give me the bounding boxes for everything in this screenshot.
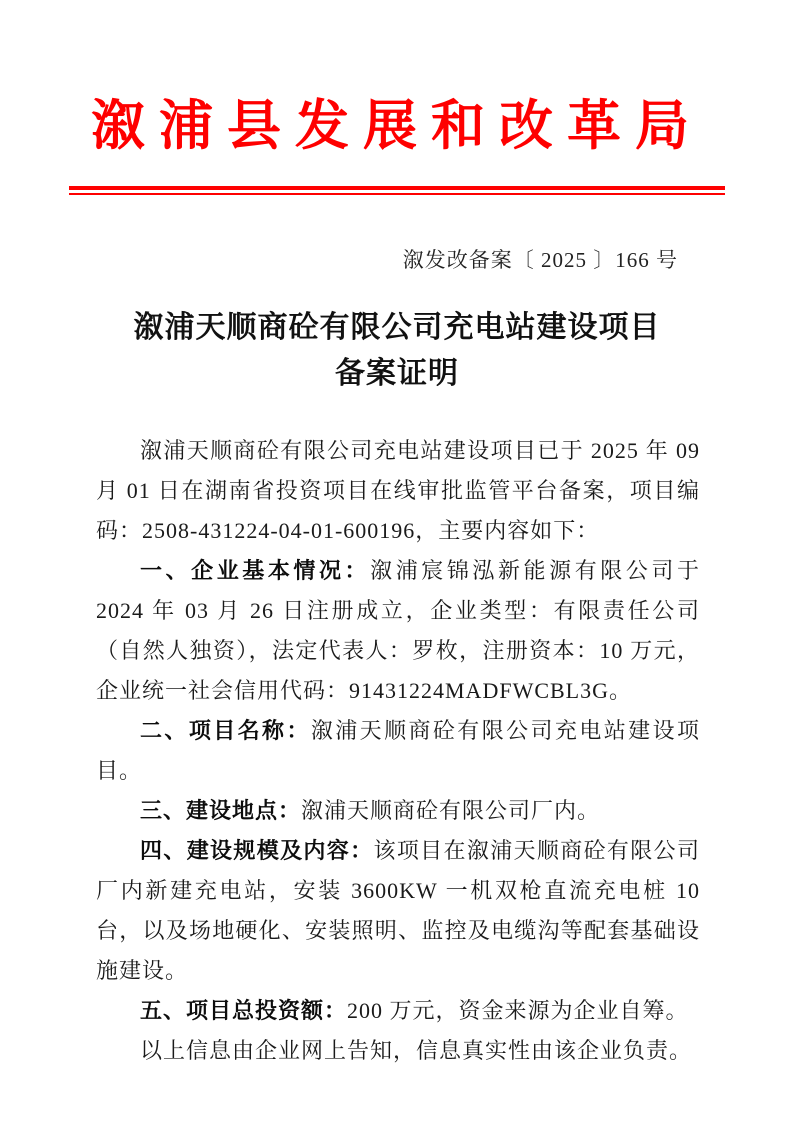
agency-name: 溆浦县发展和改革局 <box>91 96 703 156</box>
document-title-line2: 备案证明 <box>335 357 459 390</box>
section-paragraph-4 <box>96 831 700 991</box>
section-label-3: 三、建设地点： <box>140 798 302 823</box>
section-paragraph-1 <box>96 551 700 711</box>
section-paragraph-3 <box>96 791 700 831</box>
section-paragraph-5 <box>96 991 700 1031</box>
section-label-1: 一、企业基本情况： <box>140 558 371 583</box>
document-body <box>96 431 700 1071</box>
closing-text: 以上信息由企业网上告知，信息真实性由该企业负责。 <box>140 1038 693 1063</box>
closing-paragraph <box>96 1031 700 1071</box>
section-paragraph-2 <box>96 711 700 791</box>
document-title-line1: 溆浦天顺商砼有限公司充电站建设项目 <box>133 311 661 344</box>
document-title <box>0 305 794 397</box>
intro-text: 溆浦天顺商砼有限公司充电站建设项目已于 2025 年 09 月 01 日在湖南省投资项目在线审批监管平台备案，项目编码：2508-431224-04-01-600196，主要内容如下： <box>96 438 700 543</box>
section-text-2: 溆浦天顺商砼有限公司充电站建设项目。 <box>96 718 700 783</box>
section-text-1: 溆浦宸锦泓新能源有限公司于 2024 年 03 月 26 日注册成立，企业类型：有限责任公司（自然人独资），法定代表人：罗枚，注册资本：10 万元，企业统一社会信用代码：91431224MADFWCBL3G。 <box>96 558 700 703</box>
section-label-2: 二、项目名称： <box>140 718 311 743</box>
section-text-5: 200 万元，资金来源为企业自筹。 <box>347 998 689 1023</box>
section-text-4: 该项目在溆浦天顺商砼有限公司厂内新建充电站，安装 3600KW 一机双枪直流充电桩 10 台，以及场地硬化、安装照明、监控及电缆沟等配套基础设施建设。 <box>96 838 700 983</box>
section-label-5: 五、项目总投资额： <box>140 998 348 1023</box>
section-label-4: 四、建设规模及内容： <box>140 838 374 863</box>
intro-paragraph <box>96 431 700 551</box>
doc-number: 溆发改备案〔 2025 〕166 号 <box>402 248 678 272</box>
letterhead <box>0 0 794 160</box>
section-text-3: 溆浦天顺商砼有限公司厂内。 <box>301 798 601 823</box>
red-divider <box>69 186 725 195</box>
